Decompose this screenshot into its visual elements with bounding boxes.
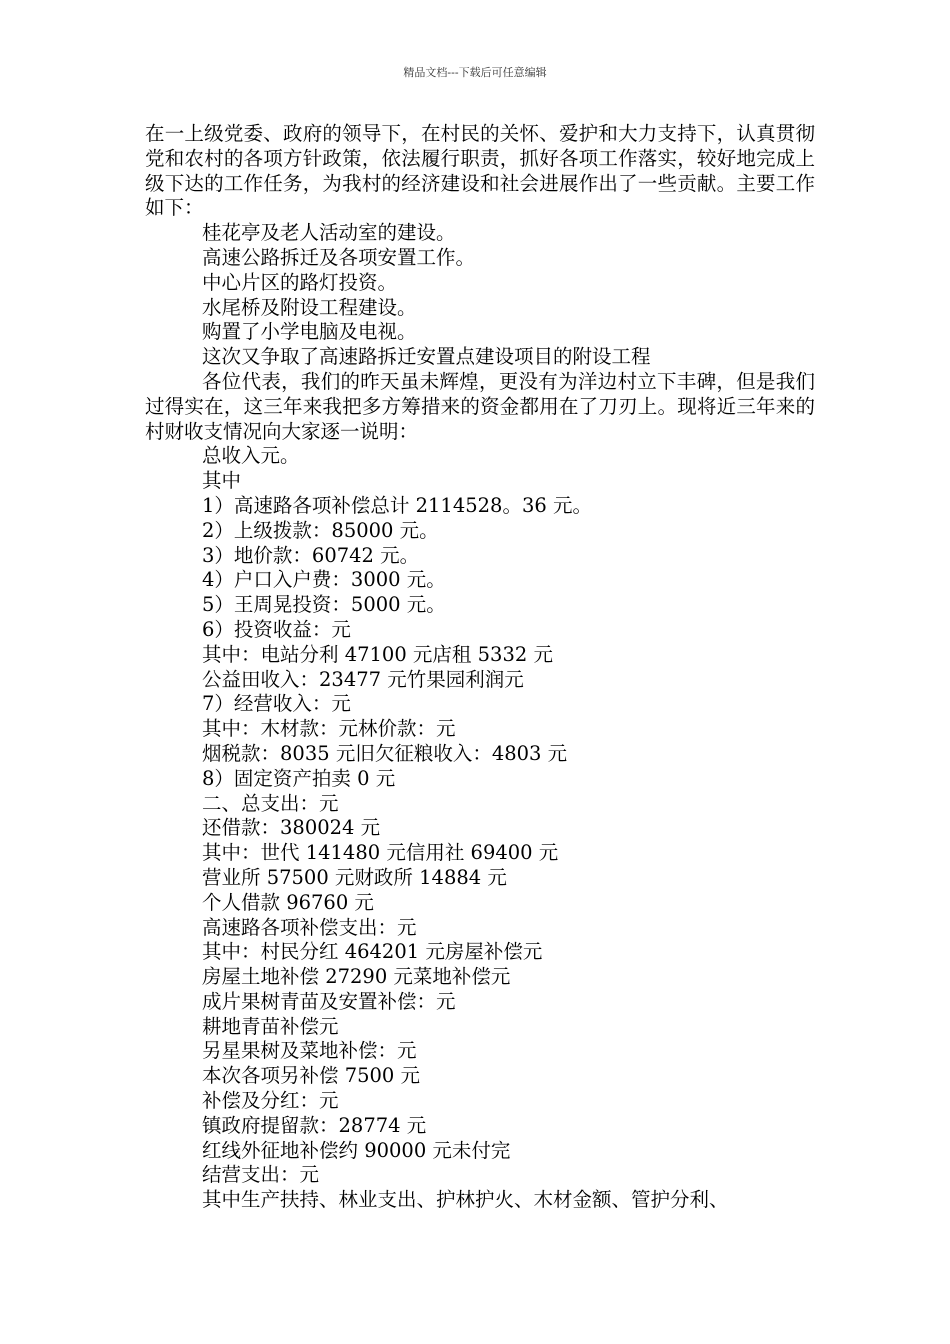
finance-line: 镇政府提留款：28774 元 (202, 1113, 427, 1137)
finance-line: 结营支出：元 (202, 1163, 320, 1187)
page-header: 精品文档---下载后可任意编辑 (403, 66, 547, 79)
finance-line: 4）户口入户费：3000 元。 (202, 568, 446, 592)
document-body (145, 122, 815, 1213)
finance-line: 其中：电站分利 47100 元店租 5332 元 (202, 642, 553, 666)
finance-line: 其中生产扶持、林业支出、护林护火、木材金额、管护分利、 (202, 1188, 729, 1212)
finance-line: 另星果树及菜地补偿：元 (202, 1039, 417, 1063)
finance-line: 其中：村民分红 464201 元房屋补偿元 (202, 940, 543, 964)
finance-line: 补偿及分红：元 (202, 1089, 339, 1113)
finance-line: 烟税款：8035 元旧欠征粮收入：4803 元 (202, 741, 568, 765)
work-item: 桂花亭及老人活动室的建设。 (202, 221, 456, 245)
finance-line: 其中 (202, 469, 242, 493)
finance-line: 红线外征地补偿约 90000 元未付完 (202, 1138, 511, 1162)
finance-line: 其中：木材款：元林价款：元 (202, 717, 456, 741)
work-item: 购置了小学电脑及电视。 (202, 320, 417, 344)
finance-line: 5）王周晃投资：5000 元。 (202, 593, 446, 617)
work-item: 这次又争取了高速路拆迁安置点建设项目的附设工程 (202, 345, 651, 369)
work-item: 高速公路拆迁及各项安置工作。 (202, 245, 476, 269)
finance-line: 3）地价款：60742 元。 (202, 543, 420, 567)
intro-paragraph: 在一上级党委、政府的领导下，在村民的关怀、爱护和大力支持下，认真贯彻党和农村的各项方针政策，依法履行职责，抓好各项工作落实，较好地完成上级下达的工作任务，为我村的经济建设和社会进展作出了一些贡献。主要工作如下： (145, 122, 815, 220)
finance-line: 其中：世代 141480 元信用社 69400 元 (202, 841, 559, 865)
work-item: 水尾桥及附设工程建设。 (202, 295, 417, 319)
finance-line: 二、总支出：元 (202, 791, 339, 815)
finance-line: 本次各项另补偿 7500 元 (202, 1064, 421, 1088)
finance-line: 7）经营收入：元 (202, 692, 351, 716)
representatives-paragraph: 各位代表，我们的昨天虽未辉煌，更没有为洋边村立下丰碑，但是我们过得实在，这三年来我把多方筹措来的资金都用在了刀刃上。现将近三年来的村财收支情况向大家逐一说明： (145, 369, 815, 443)
finance-line: 房屋土地补偿 27290 元菜地补偿元 (202, 965, 511, 989)
finance-line: 成片果树青苗及安置补偿：元 (202, 989, 456, 1013)
work-item: 中心片区的路灯投资。 (202, 270, 398, 294)
finance-line: 总收入元。 (202, 444, 300, 468)
finance-line: 耕地青苗补偿元 (202, 1014, 339, 1038)
finance-line: 营业所 57500 元财政所 14884 元 (202, 865, 507, 889)
finance-line: 个人借款 96760 元 (202, 890, 374, 914)
finance-line: 2）上级拨款：85000 元。 (202, 518, 439, 542)
finance-line: 高速路各项补偿支出：元 (202, 915, 417, 939)
finance-line: 8）固定资产拍卖 0 元 (202, 766, 396, 790)
finance-line: 还借款：380024 元 (202, 816, 381, 840)
finance-line: 公益田收入：23477 元竹果园利润元 (202, 667, 524, 691)
finance-line: 1）高速路各项补偿总计 2114528。36 元。 (202, 493, 592, 517)
finance-line: 6）投资收益：元 (202, 617, 351, 641)
